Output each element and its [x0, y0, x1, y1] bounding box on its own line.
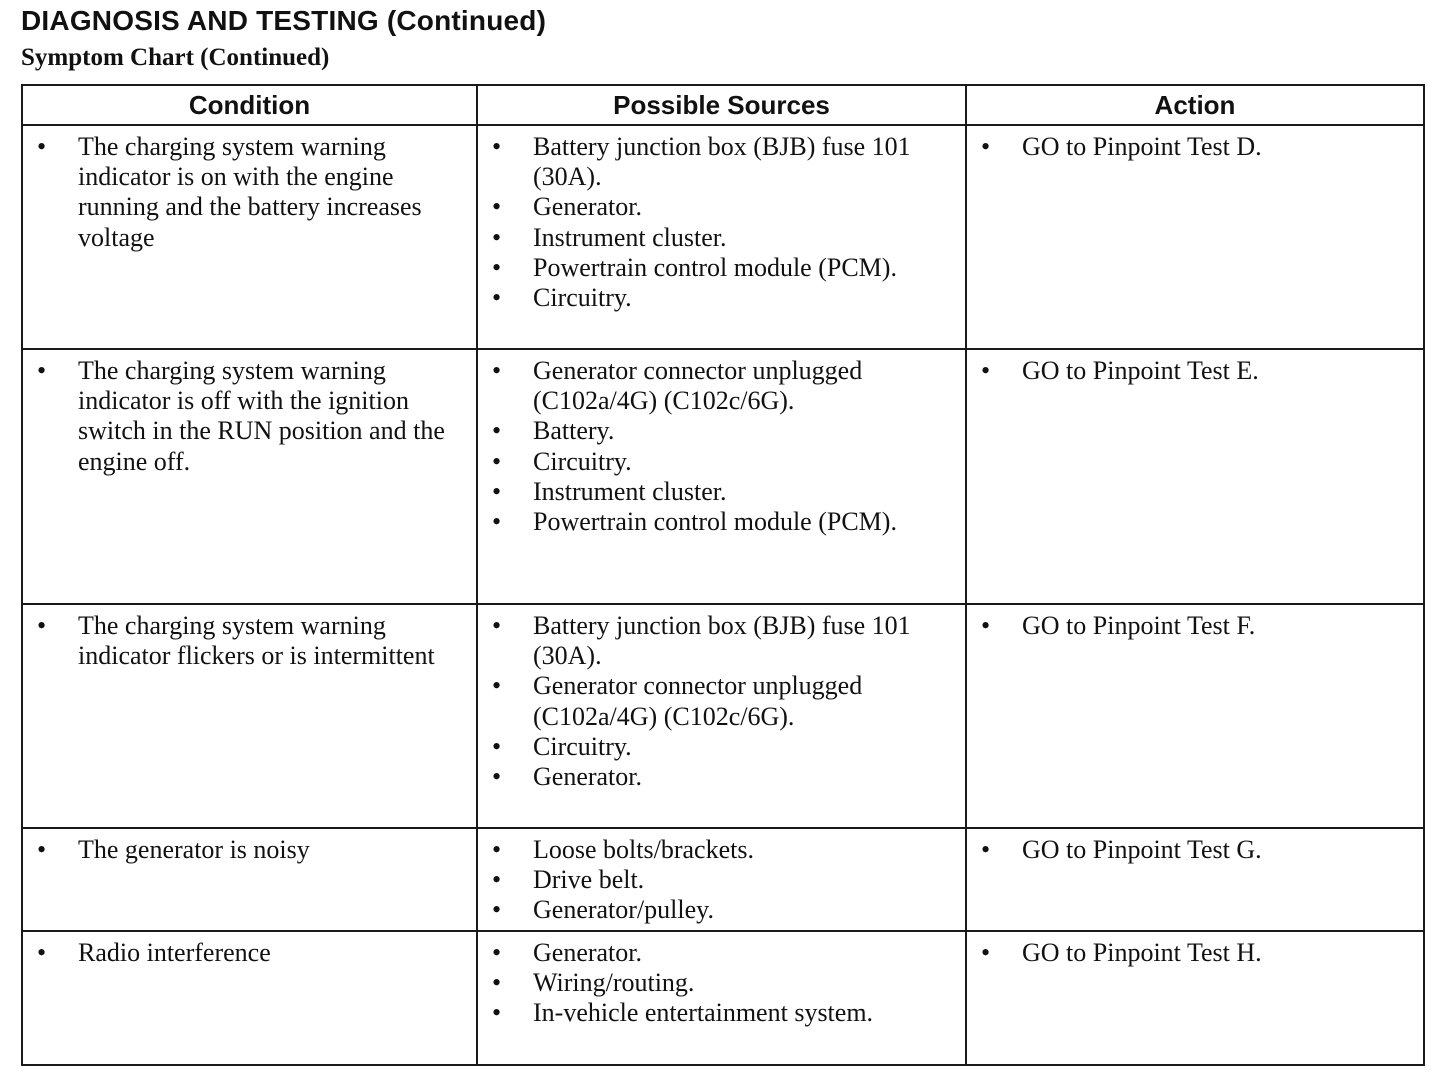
- source-item: • Generator.: [486, 192, 955, 222]
- source-item: • Powertrain control module (PCM).: [486, 253, 955, 283]
- source-item: • In-vehicle entertainment system.: [486, 998, 955, 1028]
- table-row: [22, 349, 1424, 604]
- source-item: • Instrument cluster.: [486, 223, 955, 253]
- column-header-action: Action: [966, 85, 1424, 125]
- action-cell: [966, 931, 1424, 1065]
- source-item: • Battery junction box (BJB) fuse 101 (30A).: [486, 611, 955, 671]
- source-item: • Battery.: [486, 416, 955, 446]
- sources-cell: [477, 828, 966, 931]
- action-text: • GO to Pinpoint Test D.: [975, 132, 1413, 162]
- action-text: • GO to Pinpoint Test H.: [975, 938, 1413, 968]
- source-item: • Generator connector unplugged (C102a/4G) (C102c/6G).: [486, 671, 955, 731]
- source-item: • Circuitry.: [486, 732, 955, 762]
- page-title: DIAGNOSIS AND TESTING (Continued): [21, 5, 547, 36]
- action-cell: [966, 828, 1424, 931]
- source-item: • Generator.: [486, 938, 955, 968]
- sources-cell: [477, 125, 966, 349]
- condition-text: • The charging system warning indicator is off with the ignition switch in the RUN position and the engine off.: [31, 356, 466, 477]
- action-cell: [966, 349, 1424, 604]
- source-item: • Wiring/routing.: [486, 968, 955, 998]
- condition-text: • Radio interference: [31, 938, 466, 968]
- condition-text: • The generator is noisy: [31, 835, 466, 865]
- chart-subtitle: Symptom Chart (Continued): [21, 44, 330, 71]
- sources-cell: [477, 931, 966, 1065]
- source-item: • Powertrain control module (PCM).: [486, 507, 955, 537]
- table-header-row: [22, 85, 1424, 125]
- action-text: • GO to Pinpoint Test E.: [975, 356, 1413, 386]
- action-cell: [966, 125, 1424, 349]
- source-item: • Loose bolts/brackets.: [486, 835, 955, 865]
- action-text: • GO to Pinpoint Test F.: [975, 611, 1413, 641]
- condition-cell: [22, 125, 477, 349]
- table-row: [22, 125, 1424, 349]
- source-item: • Generator connector unplugged (C102a/4G) (C102c/6G).: [486, 356, 955, 416]
- source-item: • Instrument cluster.: [486, 477, 955, 507]
- condition-text: • The charging system warning indicator flickers or is intermittent: [31, 611, 466, 671]
- condition-cell: [22, 349, 477, 604]
- source-item: • Battery junction box (BJB) fuse 101 (30A).: [486, 132, 955, 192]
- column-header-condition: Condition: [22, 85, 477, 125]
- source-item: • Drive belt.: [486, 865, 955, 895]
- sources-cell: [477, 349, 966, 604]
- source-item: • Generator/pulley.: [486, 895, 955, 925]
- condition-cell: [22, 828, 477, 931]
- action-text: • GO to Pinpoint Test G.: [975, 835, 1413, 865]
- source-item: • Generator.: [486, 762, 955, 792]
- table-row: [22, 604, 1424, 828]
- condition-cell: [22, 931, 477, 1065]
- source-item: • Circuitry.: [486, 447, 955, 477]
- table-row: [22, 828, 1424, 931]
- sources-cell: [477, 604, 966, 828]
- condition-text: • The charging system warning indicator is on with the engine running and the battery increases voltage: [31, 132, 466, 253]
- condition-cell: [22, 604, 477, 828]
- column-header-possible-sources: Possible Sources: [477, 85, 966, 125]
- table-row: [22, 931, 1424, 1065]
- action-cell: [966, 604, 1424, 828]
- symptom-chart-table: [21, 84, 1425, 1066]
- source-item: • Circuitry.: [486, 283, 955, 313]
